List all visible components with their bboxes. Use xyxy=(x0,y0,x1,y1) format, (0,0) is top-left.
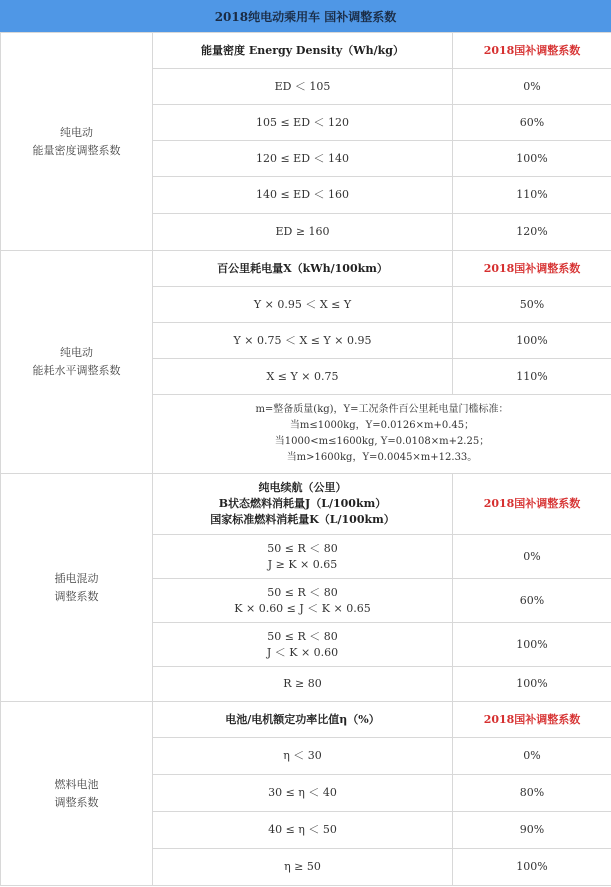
coefficient-cell: 50% xyxy=(453,287,611,323)
group-label-line: 调整系数 xyxy=(54,589,99,603)
coefficient-cell: 110% xyxy=(453,177,611,214)
coefficient-cell: 110% xyxy=(453,359,611,395)
column-header-condition: 电池/电机额定功率比值η（%） xyxy=(153,702,453,738)
group-label-line: 纯电动 xyxy=(60,125,93,139)
column-header-condition: 能量密度 Energy Density（Wh/kg） xyxy=(153,33,453,69)
condition-cell: η ＜ 30 xyxy=(153,738,453,775)
subsidy-coefficient-table xyxy=(0,32,611,886)
group-label-line: 能耗水平调整系数 xyxy=(32,364,121,377)
coefficient-cell: 60% xyxy=(453,105,611,141)
table-row xyxy=(1,702,611,738)
column-header-condition: 百公里耗电量X（kWh/100km） xyxy=(153,251,453,287)
condition-cell: 105 ≤ ED ＜ 120 xyxy=(153,105,453,141)
group-label-fuel-cell xyxy=(1,702,153,886)
condition-line: 50 ≤ R ＜ 80 xyxy=(267,585,338,599)
header-line: 纯电续航（公里） xyxy=(258,481,347,494)
group-label-line: 纯电动 xyxy=(60,346,93,359)
column-header-condition xyxy=(153,474,453,535)
group-label-line: 能量密度调整系数 xyxy=(32,143,121,157)
coefficient-cell: 100% xyxy=(453,623,611,667)
column-header-coefficient: 2018国补调整系数 xyxy=(453,474,611,535)
condition-cell: 140 ≤ ED ＜ 160 xyxy=(153,177,453,214)
table-row xyxy=(1,33,611,69)
header-line: B状态燃料消耗量J（L/100km） xyxy=(218,497,387,510)
condition-line: 50 ≤ R ＜ 80 xyxy=(267,541,338,555)
condition-cell xyxy=(153,535,453,579)
coefficient-cell: 100% xyxy=(453,667,611,702)
column-header-coefficient: 2018国补调整系数 xyxy=(453,702,611,738)
coefficient-cell: 80% xyxy=(453,775,611,812)
condition-cell xyxy=(153,579,453,623)
note-line: m=整备质量(kg)，Y=工况条件百公里耗电量门槛标准： xyxy=(255,404,509,415)
table-row xyxy=(1,474,611,535)
header-line: 国家标准燃料消耗量K（L/100km） xyxy=(210,513,395,526)
condition-cell: ED ≥ 160 xyxy=(153,214,453,251)
group-label-energy-density xyxy=(1,33,153,251)
consumption-threshold-note xyxy=(153,395,611,474)
condition-cell: 30 ≤ η ＜ 40 xyxy=(153,775,453,812)
table-row xyxy=(1,251,611,287)
note-line: 当m≤1000kg，Y=0.0126×m+0.45； xyxy=(289,420,475,431)
coefficient-cell: 0% xyxy=(453,738,611,775)
column-header-coefficient: 2018国补调整系数 xyxy=(453,33,611,69)
condition-cell: R ≥ 80 xyxy=(153,667,453,702)
coefficient-cell: 120% xyxy=(453,214,611,251)
condition-cell: 40 ≤ η ＜ 50 xyxy=(153,812,453,849)
condition-cell: 120 ≤ ED ＜ 140 xyxy=(153,141,453,177)
group-label-consumption xyxy=(1,251,153,474)
group-label-line: 调整系数 xyxy=(54,795,99,809)
condition-cell: X ≤ Y × 0.75 xyxy=(153,359,453,395)
condition-cell: Y × 0.75 ＜ X ≤ Y × 0.95 xyxy=(153,323,453,359)
condition-cell: η ≥ 50 xyxy=(153,849,453,886)
coefficient-cell: 100% xyxy=(453,141,611,177)
coefficient-cell: 0% xyxy=(453,69,611,105)
group-label-line: 插电混动 xyxy=(54,571,99,585)
condition-cell xyxy=(153,623,453,667)
condition-line: J ＜ K × 0.60 xyxy=(266,645,339,659)
coefficient-cell: 0% xyxy=(453,535,611,579)
coefficient-cell: 100% xyxy=(453,323,611,359)
coefficient-cell: 100% xyxy=(453,849,611,886)
note-line: 当m>1600kg，Y=0.0045×m+12.33。 xyxy=(286,452,478,463)
condition-line: 50 ≤ R ＜ 80 xyxy=(267,629,338,643)
group-label-phev xyxy=(1,474,153,702)
condition-cell: ED ＜ 105 xyxy=(153,69,453,105)
condition-line: K × 0.60 ≤ J ＜ K × 0.65 xyxy=(234,601,371,615)
coefficient-cell: 90% xyxy=(453,812,611,849)
column-header-coefficient: 2018国补调整系数 xyxy=(453,251,611,287)
condition-line: J ≥ K × 0.65 xyxy=(267,557,338,571)
condition-cell: Y × 0.95 ＜ X ≤ Y xyxy=(153,287,453,323)
group-label-line: 燃料电池 xyxy=(54,777,99,791)
table-title: 2018纯电动乘用车 国补调整系数 xyxy=(0,0,611,32)
note-line: 当1000<m≤1600kg, Y=0.0108×m+2.25； xyxy=(274,436,490,447)
coefficient-cell: 60% xyxy=(453,579,611,623)
